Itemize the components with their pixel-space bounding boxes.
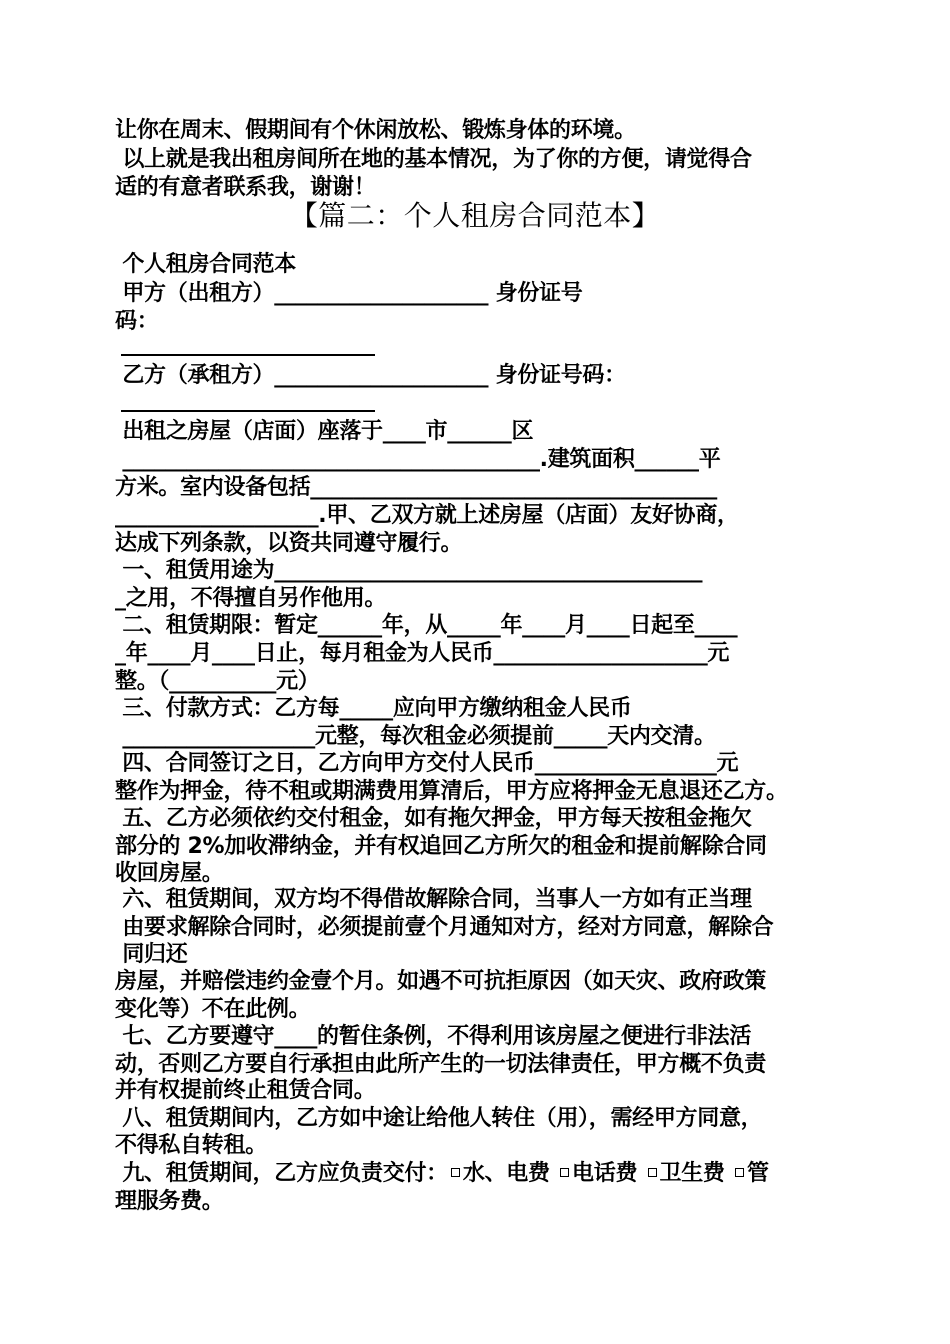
agreement-line-2: 达成下列条款，以资共同遵守履行。 xyxy=(115,531,463,556)
clause-8-line-2: 不得私自转租。 xyxy=(115,1133,267,1158)
property-location-line: 出租之房屋（店面）座落于____市______区 xyxy=(115,419,534,444)
clause-4-line-1: 四、合同签订之日，乙方向甲方交付人民币_________________元 xyxy=(115,751,739,776)
clause-2-line-2: _年____月____日止，每月租金为人民币____________________元 xyxy=(115,641,730,666)
clause-8-line-1: 八、租赁期间内，乙方如中途让给他人转住（用），需经甲方同意， xyxy=(115,1106,763,1131)
party-a-id-label: 码： xyxy=(115,309,159,334)
agreement-line-1: ___________________.甲、乙双方就上述房屋（店面）友好协商， xyxy=(115,503,739,528)
intro-line-2: 以上就是我出租房间所在地的基本情况，为了你的方便，请觉得合 xyxy=(115,147,752,172)
party-b-line: 乙方（承租方）____________________ 身份证号码： xyxy=(115,363,626,388)
clause-9-line-1 xyxy=(115,1160,769,1188)
intro-line-1: 让你在周末、假期间有个休闲放松、锻炼身体的环境。 xyxy=(115,118,636,143)
clause-1-line-2: _之用，不得擅自另作他用。 xyxy=(115,586,387,611)
clause-5-line-3: 收回房屋。 xyxy=(115,861,224,886)
clause-6-line-5: 变化等）不在此例。 xyxy=(115,997,311,1022)
clause-2-line-3: 整。（__________元） xyxy=(115,669,320,694)
checkbox-icon[interactable] xyxy=(735,1168,744,1177)
property-area-line: _______________________________________.建筑面积______平 xyxy=(115,447,721,472)
clause-6-line-3: 同归还 xyxy=(115,942,188,967)
option-sanitation: 卫生费 xyxy=(659,1161,725,1186)
intro-line-3: 适的有意者联系我，谢谢！ xyxy=(115,175,376,200)
clause-4-line-2: 整作为押金，待不租或期满费用算清后，甲方应将押金无息退还乙方。 xyxy=(115,779,788,804)
clause-2-line-1: 二、租赁期限：暂定______年，从_____年____月____日起至____ xyxy=(115,613,738,638)
clause-9-prefix: 九、租赁期间，乙方应负责交付： xyxy=(115,1161,448,1186)
clause-7-line-2: 动，否则乙方要自行承担由此所产生的一切法律责任，甲方概不负责 xyxy=(115,1052,767,1077)
clause-7-line-3: 并有权提前终止租赁合同。 xyxy=(115,1078,376,1103)
clause-7-line-1: 七、乙方要遵守____的暂住条例，不得利用该房屋之便进行非法活 xyxy=(115,1024,752,1049)
clause-6-line-4: 房屋，并赔偿违约金壹个月。如遇不可抗拒原因（如天灾、政府政策 xyxy=(115,969,767,994)
clause-9-line-2: 理服务费。 xyxy=(115,1189,224,1214)
clause-5-line-1: 五、乙方必须依约交付租金，如有拖欠押金，甲方每天按租金拖欠 xyxy=(115,806,752,831)
party-a-line: 甲方（出租方）____________________ 身份证号 xyxy=(115,281,583,306)
checkbox-icon[interactable] xyxy=(560,1168,569,1177)
clause-1-line-1: 一、租赁用途为________________________________________ xyxy=(115,558,703,583)
checkbox-icon[interactable] xyxy=(451,1168,460,1177)
clause-3-line-1: 三、付款方式：乙方每_____应向甲方缴纳租金人民币 xyxy=(115,696,632,721)
checkbox-icon[interactable] xyxy=(648,1168,657,1177)
clause-3-line-2: __________________元整，每次租金必须提前_____天内交清。 xyxy=(115,724,716,749)
clause-6-line-2: 由要求解除合同时，必须提前壹个月通知对方，经对方同意，解除合 xyxy=(115,915,774,940)
option-utilities: 水、电费 xyxy=(462,1161,550,1186)
section-title: 【篇二：个人租房合同范本】 xyxy=(289,199,661,232)
clause-6-line-1: 六、租赁期间，双方均不得借故解除合同，当事人一方如有正当理 xyxy=(115,887,752,912)
party-b-id-blank xyxy=(121,410,375,412)
equipment-line: 方米。室内设备包括______________________________________ xyxy=(115,475,717,500)
option-phone: 电话费 xyxy=(572,1161,638,1186)
party-a-id-blank xyxy=(121,354,375,356)
option-management-start: 管 xyxy=(746,1161,769,1186)
clause-5-line-2: 部分的 2%加收滞纳金，并有权追回乙方所欠的租金和提前解除合同 xyxy=(115,834,767,859)
contract-title: 个人租房合同范本 xyxy=(115,252,296,277)
